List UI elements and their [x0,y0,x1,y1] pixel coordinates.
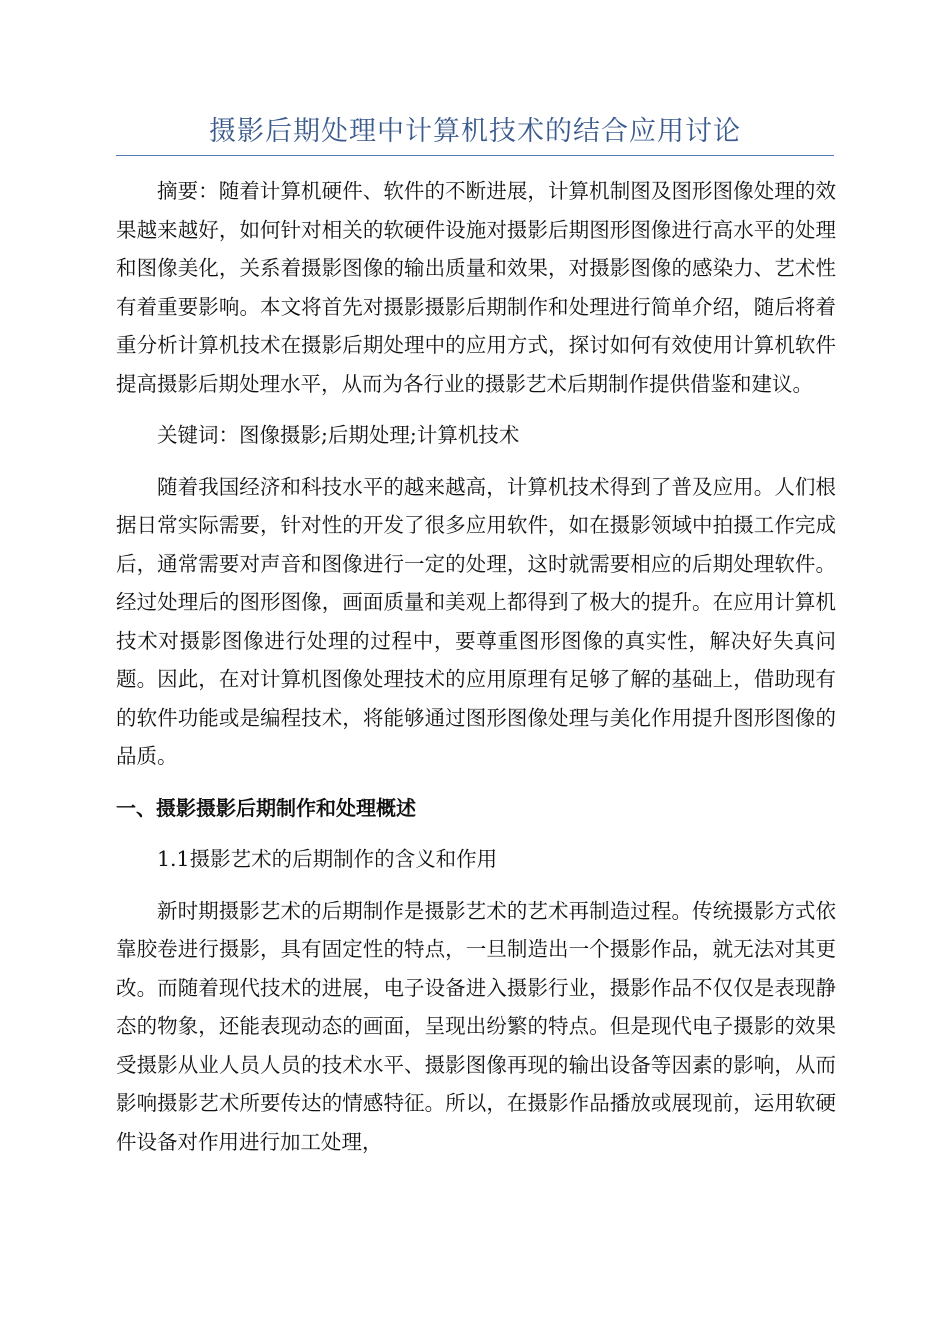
intro-paragraph: 随着我国经济和科技水平的越来越高，计算机技术得到了普及应用。人们根据日常实际需要，针对性的开发了很多应用软件，如在摄影领域中拍摄工作完成后，通常需要对声音和图像进行一定的处理，这时就需要相应的后期处理软件。经过处理后的图形图像，画面质量和美观上都得到了极大的提升。在应用计算机技术对摄影图像进行处理的过程中，要尊重图形图像的真实性，解决好失真问题。因此，在对计算机图像处理技术的应用原理有足够了解的基础上，借助现有的软件功能或是编程技术，将能够通过图形图像处理与美化作用提升图形图像的品质。 [116,474,836,768]
abstract-paragraph: 摘要：随着计算机硬件、软件的不断进展，计算机制图及图形图像处理的效果越来越好，如何针对相关的软硬件设施对摄影后期图形图像进行高水平的处理和图像美化，关系着摄影图像的输出质量和效果，对摄影图像的感染力、艺术性有着重要影响。本文将首先对摄影摄影后期制作和处理进行简单介绍，随后将着重分析计算机技术在摄影后期处理中的应用方式，探讨如何有效使用计算机软件提高摄影后期处理水平，从而为各行业的摄影艺术后期制作提供借鉴和建议。 [116,179,836,396]
section-heading: 一、摄影摄影后期制作和处理概述 [116,795,416,820]
title-underline [116,155,834,156]
subsection-paragraph: 新时期摄影艺术的后期制作是摄影艺术的艺术再制造过程。传统摄影方式依靠胶卷进行摄影，具有固定性的特点，一旦制造出一个摄影作品，就无法对其更改。而随着现代技术的进展，电子设备进入摄影行业，摄影作品不仅仅是表现静态的物象，还能表现动态的画面，呈现出纷繁的特点。但是现代电子摄影的效果受摄影从业人员人员的技术水平、摄影图像再现的输出设备等因素的影响，从而影响摄影艺术所要传达的情感特征。所以，在摄影作品播放或展现前，运用软硬件设备对作用进行加工处理， [116,898,836,1154]
document-title: 摄影后期处理中计算机技术的结合应用讨论 [209,116,741,147]
document-body [116,172,836,1174]
subsection-heading: 1.1摄影艺术的后期制作的含义和作用 [157,847,498,871]
keywords-line: 关键词：图像摄影;后期处理;计算机技术 [157,423,520,447]
